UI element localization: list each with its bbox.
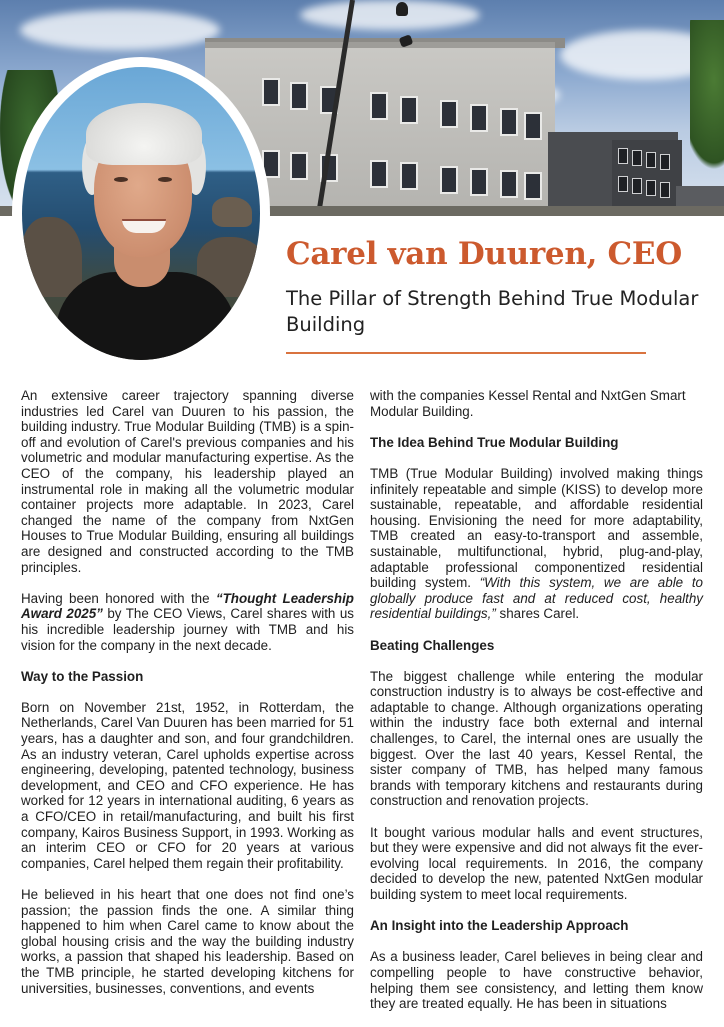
- paragraph: He believed in his heart that one does not find one’s passion; the passion finds the one. A similar thing happened to him when Carel came to know about the global housing crisis and the way the building industry works, a passion that shaped his leadership. Based on the TMB principle, he started developing kitchens for universities, businesses, conventions, and events: [21, 887, 354, 996]
- pull-quote: “With this system, we are able to globally produce fast and at reduced cost, healthy residential buildings,”: [370, 575, 703, 622]
- title-divider: [286, 352, 646, 354]
- paragraph: with the companies Kessel Rental and NxtGen Smart Modular Building.: [370, 388, 686, 419]
- paragraph-text: TMB (True Modular Building) involved making things infinitely repeatable and simple (KISS) to develop more sustainable, repeatable, and affordable residential housing. Envisioning the need for more adaptability, TMB created an easy-to-transport and assemble, sustainable, multifunctional, hybrid, plug-and-play, adaptable professional componentized residential building system.: [370, 465, 703, 591]
- paragraph: The biggest challenge while entering the modular construction industry is to always be cost-effective and adaptable to change. Although organizations operating within the industry face both external and internal challenges, to Carel, the internal ones are usually the biggest. Over the last 40 years, Kessel Rental, the sister company of TMB, has helped many famous brands with temporary kitchens and restaurants during construction and renovation projects.: [370, 668, 703, 809]
- award-name: “Thought Leadership Award 2025”: [21, 590, 354, 622]
- paragraph-text: Having been honored with the: [21, 590, 216, 606]
- page-subtitle: The Pillar of Strength Behind True Modular Building: [286, 287, 699, 336]
- article-column-right: [370, 388, 703, 1027]
- paragraph-text: shares Carel.: [495, 606, 580, 622]
- paragraph: Born on November 21st, 1952, in Rotterdam, the Netherlands, Carel Van Duuren has been married for 51 years, has a daughter and son, and four grandchildren. As an industry veteran, Carel upholds expertise across engineering, developing, patented technology, business development, and CEO and CFO experience. He has worked for 12 years in international auditing, 6 years as a CFO/CEO in retail/manufacturing, and built his first company, Kairos Business Support, in 1993. Working as an interim CEO or CFO for 20 years at various companies, Carel helped them regain their profitability.: [21, 699, 354, 871]
- section-heading: Way to the Passion: [21, 668, 144, 684]
- paragraph: As a business leader, Carel believes in being clear and compelling people to have constructive behavior, helping them see consistency, and letting them know they are treated equally. He has been in situations: [370, 949, 703, 1012]
- paragraph: An extensive career trajectory spanning diverse industries led Carel van Duuren to his passion, the building industry. True Modular Building (TMB) is a spin-off and evolution of Carel's previous companies and his volumetric and modular manufacturing expertise. As the CEO of the company, his leadership played an instrumental role in making all the volumetric modular container projects more adaptable. In 2023, Carel changed the name of the company from NxtGen Houses to True Modular Building, ensuring all buildings are designed and constructed according to the TMB principles.: [21, 388, 354, 575]
- paragraph: [21, 591, 354, 653]
- article-column-left: [21, 388, 354, 1012]
- section-heading: Beating Challenges: [370, 637, 495, 653]
- paragraph-text: by The CEO Views, Carel shares with us his incredible leadership journey with TMB and his vision for the company in the next decade.: [21, 606, 354, 653]
- portrait-photo: [22, 67, 260, 360]
- section-heading: An Insight into the Leadership Approach: [370, 918, 629, 934]
- paragraph: It bought various modular halls and event structures, but they were expensive and did not always fit the ever-evolving local requirements. In 2016, the company decided to develop the new, patented NxtGen modular building system to meet local requirements.: [370, 824, 703, 902]
- paragraph: [370, 466, 703, 622]
- page-title: Carel van Duuren, CEO: [286, 236, 682, 272]
- section-heading: The Idea Behind True Modular Building: [370, 434, 619, 450]
